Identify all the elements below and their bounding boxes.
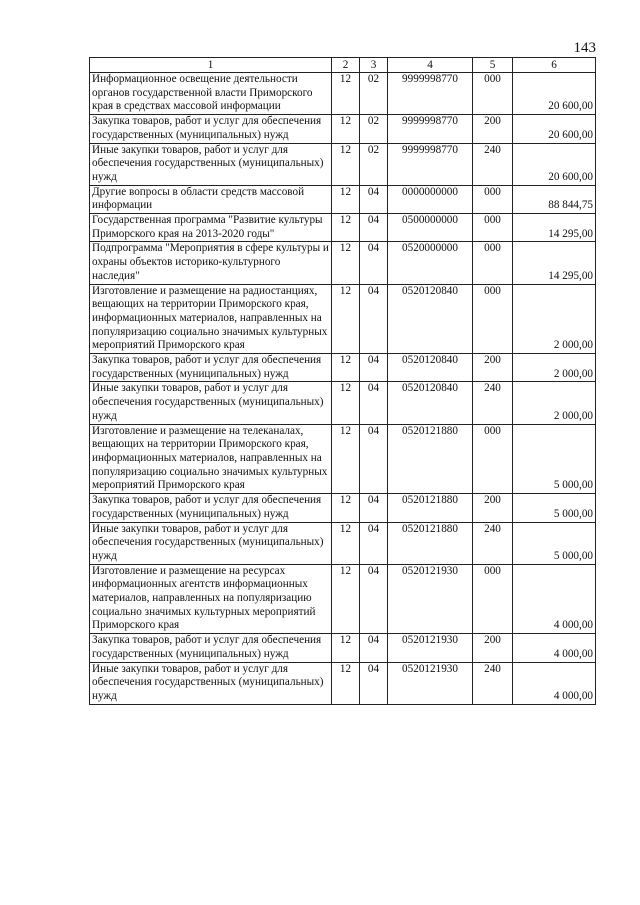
row-code-cell: 0520121930 — [388, 662, 473, 704]
row-type-cell: 200 — [473, 115, 513, 143]
row-subsection-cell: 04 — [360, 382, 388, 424]
header-cell: 4 — [388, 58, 473, 73]
row-amount-cell: 4 000,00 — [513, 564, 596, 634]
row-name-cell: Иные закупки товаров, работ и услуг для обеспечения государственных (муниципальных) нужд — [90, 522, 332, 564]
table-row — [90, 115, 596, 143]
table-row — [90, 284, 596, 354]
row-code-cell: 0520121930 — [388, 634, 473, 662]
row-section-cell: 12 — [332, 284, 360, 354]
row-section-cell: 12 — [332, 382, 360, 424]
row-section-cell: 12 — [332, 424, 360, 494]
row-code-cell: 0000000000 — [388, 185, 473, 213]
row-code-cell: 9999998770 — [388, 115, 473, 143]
header-cell: 6 — [513, 58, 596, 73]
row-subsection-cell: 04 — [360, 522, 388, 564]
row-name-cell: Подпрограмма "Мероприятия в сфере культуры и охраны объектов историко-культурного наследия" — [90, 242, 332, 284]
row-amount-cell: 2 000,00 — [513, 284, 596, 354]
row-subsection-cell: 04 — [360, 242, 388, 284]
table-header-row — [90, 58, 596, 73]
row-code-cell: 9999998770 — [388, 143, 473, 185]
row-amount-cell: 5 000,00 — [513, 494, 596, 522]
table-row — [90, 354, 596, 382]
row-type-cell: 000 — [473, 284, 513, 354]
row-subsection-cell: 04 — [360, 662, 388, 704]
row-subsection-cell: 04 — [360, 424, 388, 494]
row-name-cell: Закупка товаров, работ и услуг для обеспечения государственных (муниципальных) нужд — [90, 494, 332, 522]
table-body — [90, 73, 596, 705]
row-name-cell: Иные закупки товаров, работ и услуг для обеспечения государственных (муниципальных) нужд — [90, 662, 332, 704]
row-code-cell: 0520120840 — [388, 382, 473, 424]
table-row — [90, 242, 596, 284]
row-name-cell: Закупка товаров, работ и услуг для обеспечения государственных (муниципальных) нужд — [90, 115, 332, 143]
row-section-cell: 12 — [332, 494, 360, 522]
row-section-cell: 12 — [332, 354, 360, 382]
row-amount-cell: 4 000,00 — [513, 634, 596, 662]
row-type-cell: 200 — [473, 494, 513, 522]
row-type-cell: 200 — [473, 634, 513, 662]
header-cell: 5 — [473, 58, 513, 73]
row-type-cell: 240 — [473, 522, 513, 564]
row-type-cell: 000 — [473, 564, 513, 634]
row-amount-cell: 2 000,00 — [513, 382, 596, 424]
row-amount-cell: 4 000,00 — [513, 662, 596, 704]
row-subsection-cell: 02 — [360, 73, 388, 115]
row-type-cell: 240 — [473, 382, 513, 424]
table-row — [90, 185, 596, 213]
row-name-cell: Государственная программа "Развитие культуры Приморского края на 2013-2020 годы" — [90, 214, 332, 242]
row-subsection-cell: 04 — [360, 354, 388, 382]
row-section-cell: 12 — [332, 662, 360, 704]
row-code-cell: 0520120840 — [388, 284, 473, 354]
row-amount-cell: 5 000,00 — [513, 424, 596, 494]
row-section-cell: 12 — [332, 242, 360, 284]
row-amount-cell: 5 000,00 — [513, 522, 596, 564]
table-row — [90, 522, 596, 564]
row-type-cell: 000 — [473, 73, 513, 115]
row-name-cell: Иные закупки товаров, работ и услуг для обеспечения государственных (муниципальных) нужд — [90, 382, 332, 424]
row-code-cell: 0520121930 — [388, 564, 473, 634]
row-amount-cell: 2 000,00 — [513, 354, 596, 382]
row-subsection-cell: 04 — [360, 214, 388, 242]
header-cell: 3 — [360, 58, 388, 73]
table-row — [90, 424, 596, 494]
row-amount-cell: 20 600,00 — [513, 73, 596, 115]
row-type-cell: 200 — [473, 354, 513, 382]
row-type-cell: 000 — [473, 185, 513, 213]
row-subsection-cell: 04 — [360, 564, 388, 634]
row-section-cell: 12 — [332, 634, 360, 662]
row-code-cell: 0520121880 — [388, 522, 473, 564]
row-subsection-cell: 02 — [360, 115, 388, 143]
row-subsection-cell: 04 — [360, 185, 388, 213]
table-row — [90, 564, 596, 634]
row-name-cell: Информационное освещение деятельности органов государственной власти Приморского края в средствах массовой информации — [90, 73, 332, 115]
table-row — [90, 382, 596, 424]
header-cell: 1 — [90, 58, 332, 73]
table-row — [90, 634, 596, 662]
row-amount-cell: 88 844,75 — [513, 185, 596, 213]
budget-table — [89, 57, 596, 705]
row-code-cell: 0520000000 — [388, 242, 473, 284]
row-section-cell: 12 — [332, 564, 360, 634]
row-amount-cell: 14 295,00 — [513, 242, 596, 284]
row-type-cell: 240 — [473, 662, 513, 704]
row-amount-cell: 20 600,00 — [513, 115, 596, 143]
row-section-cell: 12 — [332, 214, 360, 242]
row-section-cell: 12 — [332, 73, 360, 115]
row-code-cell: 9999998770 — [388, 73, 473, 115]
row-subsection-cell: 04 — [360, 284, 388, 354]
row-section-cell: 12 — [332, 185, 360, 213]
row-type-cell: 240 — [473, 143, 513, 185]
row-name-cell: Другие вопросы в области средств массовой информации — [90, 185, 332, 213]
row-amount-cell: 20 600,00 — [513, 143, 596, 185]
row-name-cell: Изготовление и размещение на радиостанциях, вещающих на территории Приморского края, информационных материалов, направленных на популяризацию социально значимых культурных мероприятий Приморского края — [90, 284, 332, 354]
page-number: 143 — [573, 40, 596, 56]
row-type-cell: 000 — [473, 242, 513, 284]
row-code-cell: 0520121880 — [388, 494, 473, 522]
row-name-cell: Иные закупки товаров, работ и услуг для обеспечения государственных (муниципальных) нужд — [90, 143, 332, 185]
row-section-cell: 12 — [332, 115, 360, 143]
row-type-cell: 000 — [473, 214, 513, 242]
table-row — [90, 662, 596, 704]
row-type-cell: 000 — [473, 424, 513, 494]
row-subsection-cell: 04 — [360, 634, 388, 662]
table-row — [90, 73, 596, 115]
table-row — [90, 494, 596, 522]
row-section-cell: 12 — [332, 143, 360, 185]
row-code-cell: 0520121880 — [388, 424, 473, 494]
table-row — [90, 214, 596, 242]
row-name-cell: Закупка товаров, работ и услуг для обеспечения государственных (муниципальных) нужд — [90, 634, 332, 662]
row-section-cell: 12 — [332, 522, 360, 564]
row-name-cell: Закупка товаров, работ и услуг для обеспечения государственных (муниципальных) нужд — [90, 354, 332, 382]
header-cell: 2 — [332, 58, 360, 73]
row-subsection-cell: 02 — [360, 143, 388, 185]
table-row — [90, 143, 596, 185]
row-name-cell: Изготовление и размещение на ресурсах информационных агентств информационных материалов, направленных на популяризацию социально значимых культурных мероприятий Приморского края — [90, 564, 332, 634]
row-code-cell: 0520120840 — [388, 354, 473, 382]
row-code-cell: 0500000000 — [388, 214, 473, 242]
row-amount-cell: 14 295,00 — [513, 214, 596, 242]
row-name-cell: Изготовление и размещение на телеканалах, вещающих на территории Приморского края, информационных материалов, направленных на популяризацию социально значимых культурных мероприятий Приморского края — [90, 424, 332, 494]
row-subsection-cell: 04 — [360, 494, 388, 522]
